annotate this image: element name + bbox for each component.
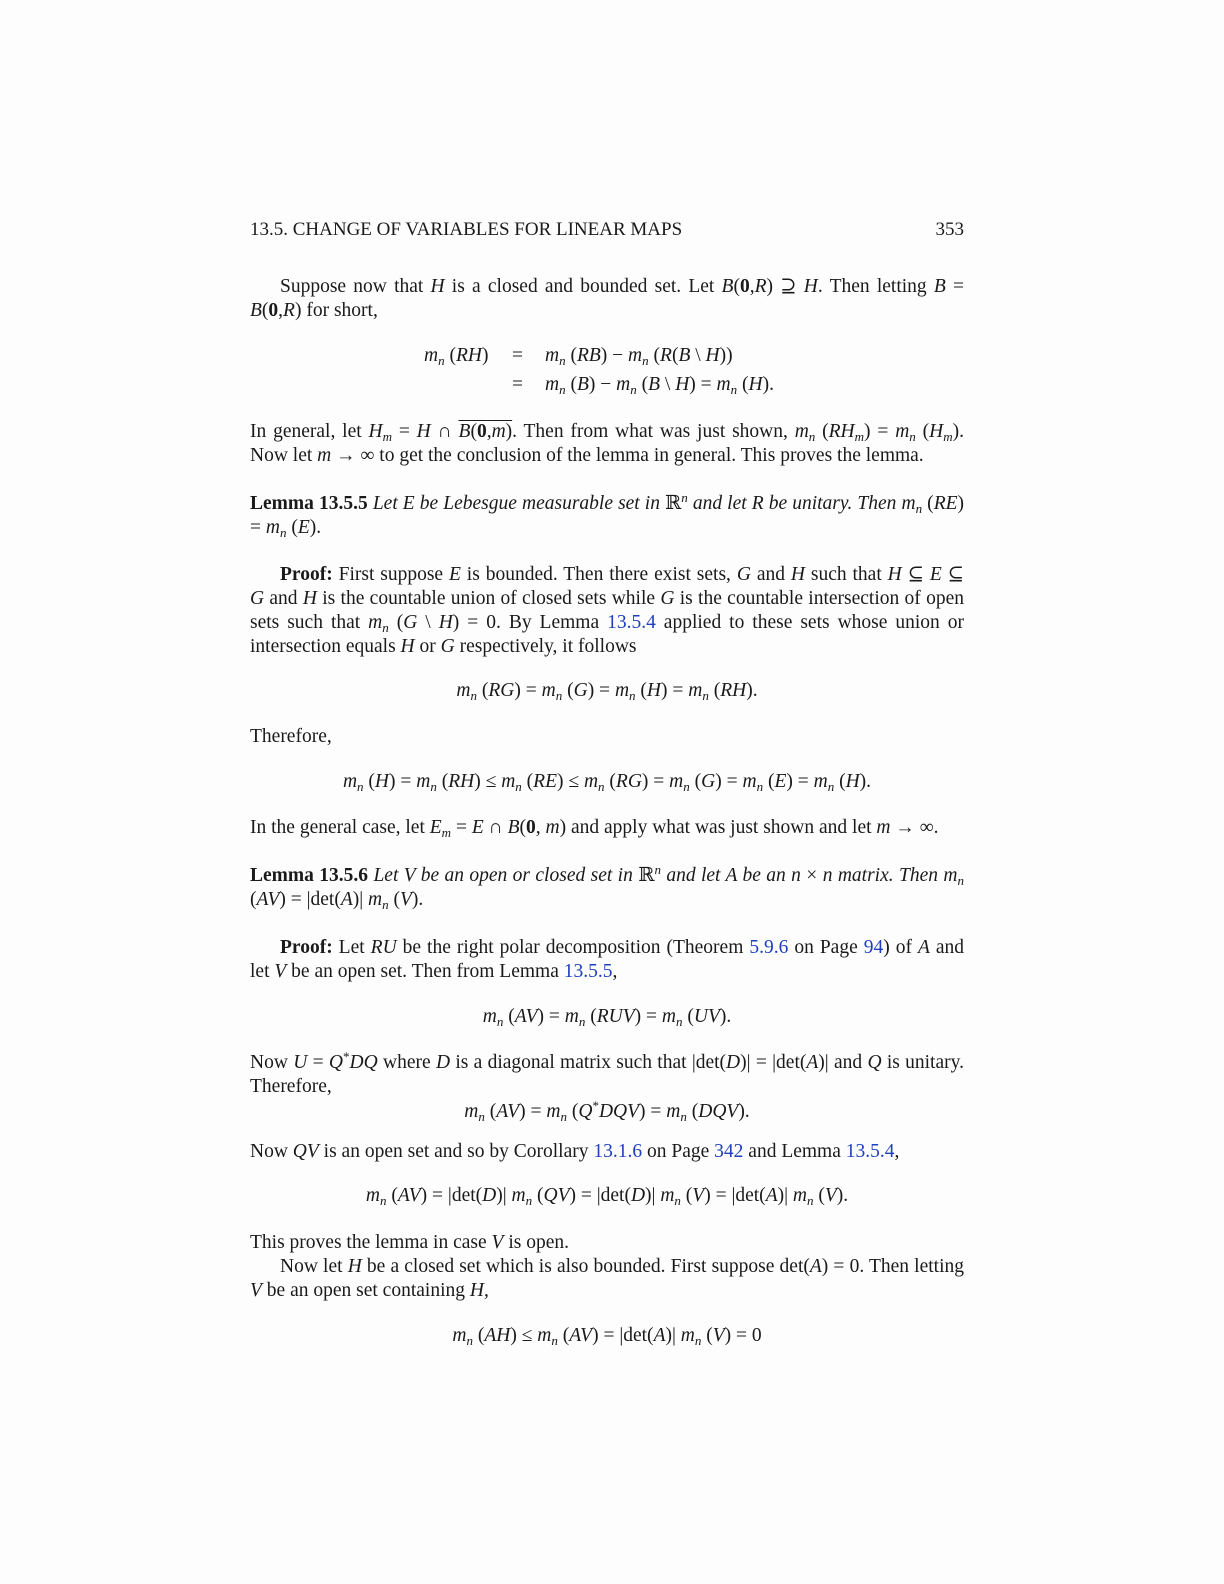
link-lemma-13-5-5[interactable]: 13.5.5 [563, 961, 613, 982]
equation-dqv: $m_n$ $(AV) = m_n$ $(Q^*DQV) = m_n$ (DQV). [464, 1098, 750, 1124]
paragraph-general-em: In the general case, let $E_m = E$ ∩ B(0, m) and apply what was just shown and let m → ∞. [250, 817, 939, 840]
link-lemma-13-5-4[interactable]: 13.5.4 [845, 1141, 895, 1162]
paragraph-diagonal: Now U = Q*DQ where D is a diagonal matrix such that |det(D)| = |det(A)| and Q is unitary. Therefore, [250, 1049, 964, 1097]
link-page-342[interactable]: 342 [714, 1141, 744, 1162]
lemma-13-5-5: Lemma 13.5.5 Let E be Lebesgue measurable set in ℝ$^n$ and let R be unitary. Then $m_n$ $(RE) = m_n$ (E). [250, 490, 965, 540]
lemma-13-5-6: Lemma 13.5.6 Let V be an open or closed set in ℝ$^n$ and let A be an n × n matrix. Then $m_n$ (AV) = |det(A)| $m_n$ (V). [250, 862, 964, 912]
section-title: 13.5. CHANGE OF VARIABLES FOR LINEAR MAPS [250, 219, 683, 240]
lemma-label: Lemma 13.5.6 [250, 865, 369, 886]
lemma-label: Lemma 13.5.5 [250, 493, 368, 514]
equation-chain: $m_n$ $(H) = m_n$ $(RH) \le m_n$ $(RE) \le m_n$ $(RG) = m_n$ $(G) = m_n$ $(E) = m_n$ (H). [342, 771, 872, 794]
paragraph-closed-case: Now let H be a closed set which is also bounded. First suppose det(A) = 0. Then letting V be an open set containing H, [250, 1256, 965, 1301]
equation-rg: $m_n$ $(RG) = m_n$ $(G) = m_n$ $(H) = m_n$ (RH). [456, 680, 758, 703]
page-number: 353 [935, 219, 964, 240]
paragraph-closed-bounded: Suppose now that H is a closed and bounded set. Let B(0,R) ⊇ H. Then letting B = B(0,R) for short, [250, 276, 964, 321]
link-theorem-5-9-6[interactable]: 5.9.6 [749, 937, 789, 958]
link-page-94[interactable]: 94 [863, 937, 884, 958]
proof-label: Proof: [280, 564, 333, 585]
proof-label: Proof: [280, 937, 333, 958]
text-therefore: Therefore, [250, 726, 332, 747]
link-lemma-13-5-4[interactable]: 13.5.4 [607, 612, 656, 633]
link-corollary-13-1-6[interactable]: 13.1.6 [593, 1141, 643, 1162]
equation-zero: $m_n$ $(AH) \le m_n$ (AV) = |det(A)| $m_n$ (V) = 0 [452, 1325, 762, 1348]
equation-det: $m_n$ (AV) = |det(D)| $m_n$ (QV) = |det(D)| $m_n$ (V) = |det(A)| $m_n$ (V). [365, 1185, 849, 1208]
paragraph-proves-open: This proves the lemma in case V is open. [250, 1232, 569, 1253]
proof-1: Proof: First suppose E is bounded. Then there exist sets, G and H such that H ⊆ E ⊆ G and H is the countable union of closed sets while G is the countable intersection of open sets such that $m_n$ (G \ H) = 0. By Lemma 13.5.4 applied to these sets whose union or intersection equals H or G respectively, it follows [250, 564, 965, 657]
paragraph-corollary: Now QV is an open set and so by Corollary 13.1.6 on Page 342 and Lemma 13.5.4, [250, 1141, 900, 1162]
running-header [250, 219, 964, 241]
equation-ruv: $m_n$ $(AV) = m_n$ $(RUV) = m_n$ (UV). [482, 1006, 732, 1029]
paragraph-general-case: In general, let $H_m = H$ ∩ B(0,m). Then from what was just shown, $m_n$ $(RH_m) = m_n$ $(H_m)$. Now let m → ∞ to get the conclusion of the lemma in general. This proves the lemma. [250, 421, 964, 466]
proof-2: Proof: Let RU be the right polar decomposition (Theorem 5.9.6 on Page 94) of A and let V be an open set. Then from Lemma 13.5.5, [250, 937, 964, 982]
